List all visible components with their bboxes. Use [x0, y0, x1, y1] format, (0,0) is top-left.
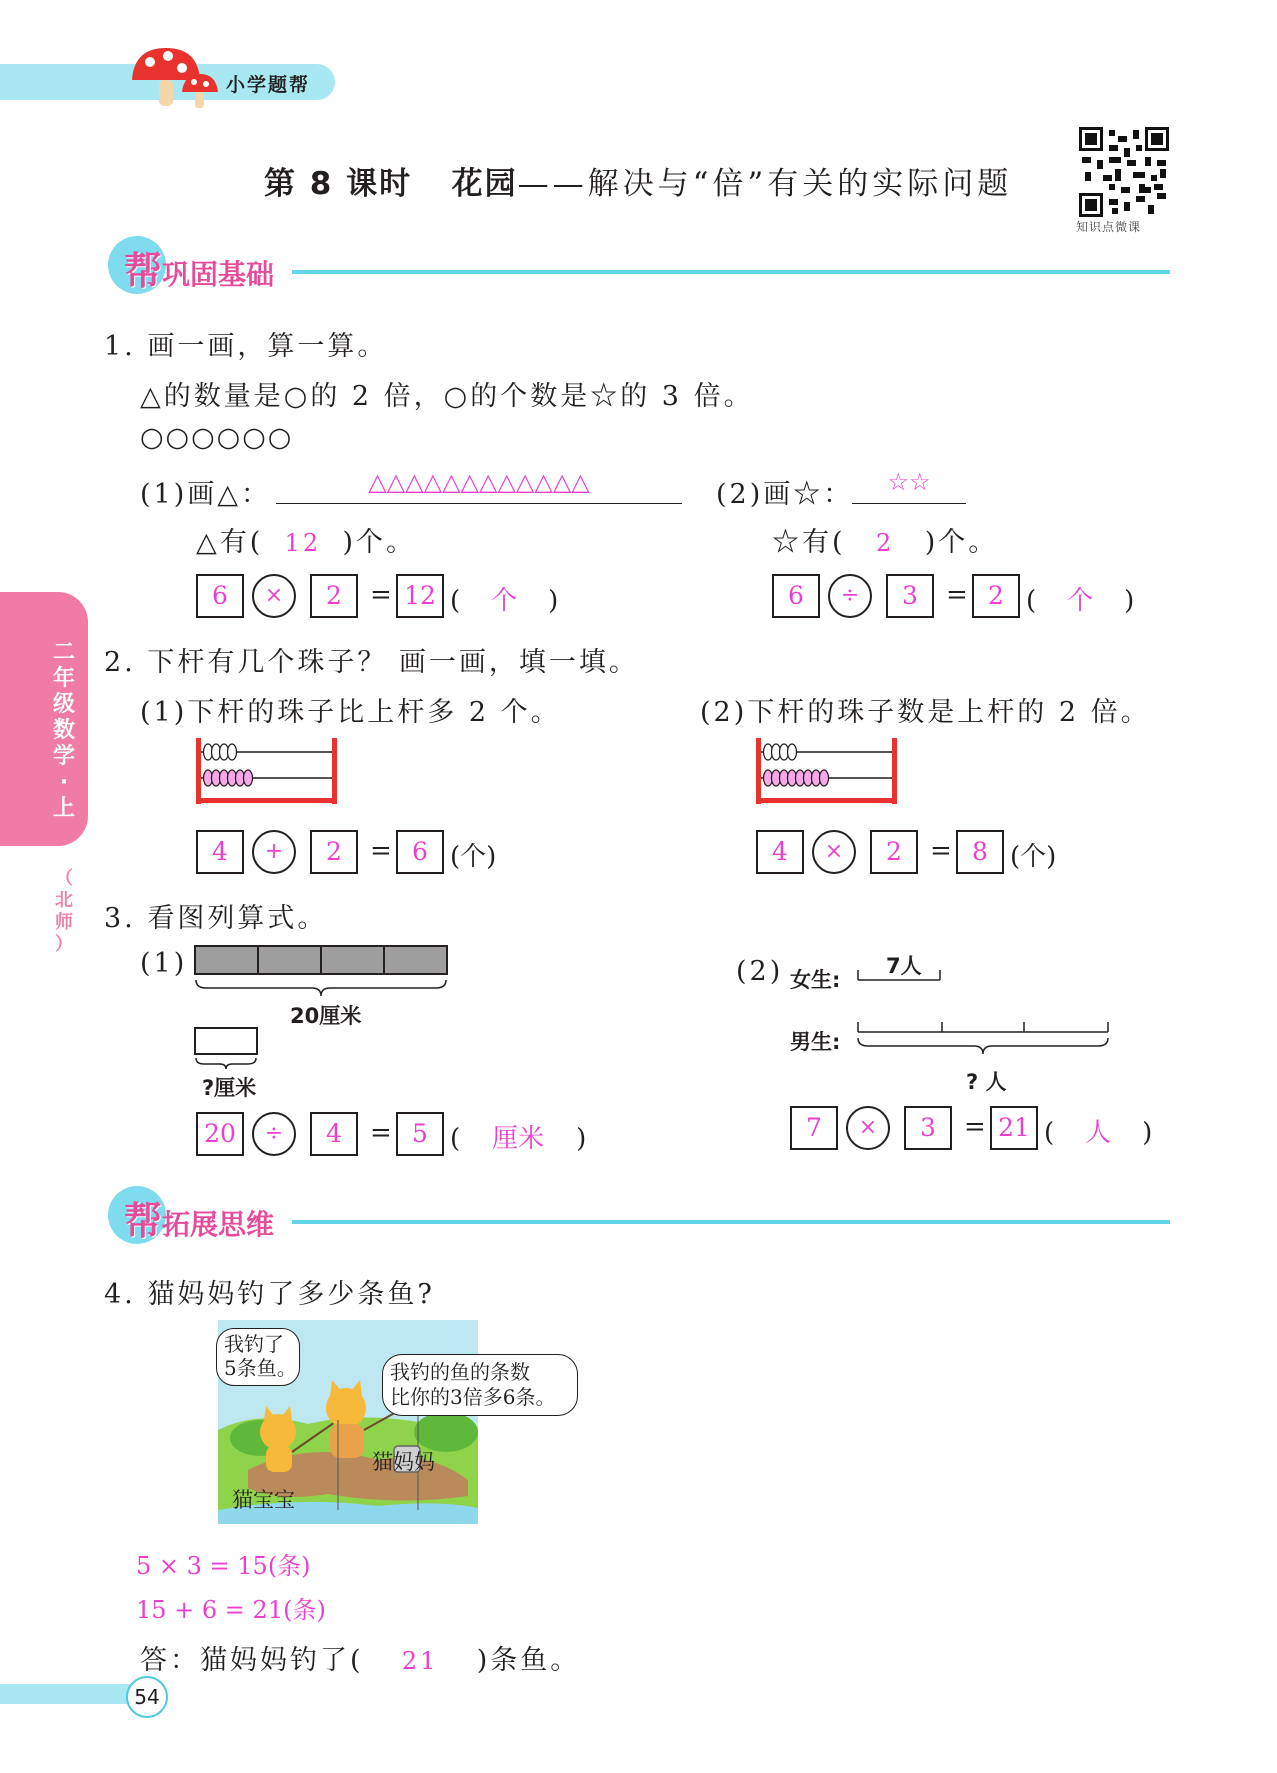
q1-p1-answer: △△△△△△△△△△△△ [368, 468, 590, 496]
q2-p2-eq-sign: = [930, 836, 952, 866]
q3-p1-part-diagram [194, 1026, 260, 1070]
bubble-kitten-line-2: 5条鱼。 [224, 1356, 297, 1380]
q2-p1-label: (1)下杆的珠子比上杆多 2 个。 [140, 697, 561, 728]
q3-p2-boys-label: 男生: [790, 1030, 841, 1054]
abacus-1-top-beads [204, 744, 237, 760]
section-divider-2 [292, 1220, 1170, 1224]
lesson-number: 第 8 课时 [264, 166, 413, 202]
q2-p2-eq-b: 2 [870, 830, 918, 874]
q3-p1-eq-op: ÷ [252, 1112, 296, 1156]
q3-title: 3. 看图列算式。 [104, 903, 328, 934]
q1-p2-count [772, 520, 998, 559]
q2-p1-eq-sign: = [370, 836, 392, 866]
q1-p2-count-post: )个。 [924, 527, 999, 558]
bubble-kitten-line-1: 我钓了 [224, 1332, 284, 1356]
q1-p1-count-value: 12 [284, 529, 322, 557]
q3-p1-segment-diagram [194, 944, 454, 1000]
qr-code-icon [1079, 127, 1169, 217]
q3-p1-eq-result: 5 [396, 1112, 444, 1156]
q1-p1-count-post: )个。 [342, 527, 417, 558]
q1-p2-answer-line [852, 468, 966, 504]
q3-p2-boys-value: ? 人 [966, 1070, 1007, 1094]
abacus-2-top-beads [764, 744, 797, 760]
section-badge-basic: 帮 [124, 249, 163, 293]
q2-p2-eq-unit: (个) [1010, 842, 1057, 872]
q2-p1-eq-op: + [252, 830, 296, 874]
label-mother: 猫妈妈 [372, 1450, 435, 1474]
section-label-basic: 巩固基础 [162, 258, 275, 291]
q1-p2-eq-unit: ( 个 ) [1026, 580, 1134, 617]
section-header-basic [124, 240, 274, 295]
q2-p1-eq-b: 2 [310, 830, 358, 874]
q3-p2-label: (2) [736, 956, 784, 987]
q1-p2-eq-result: 2 [972, 574, 1020, 618]
lesson-topic: 花园 [451, 166, 518, 202]
q3-p1-part: ?厘米 [202, 1076, 257, 1100]
q4-calc-2: 15 + 6 = 21(条) [136, 1596, 326, 1624]
q3-p2-girls-value: 7人 [886, 954, 922, 978]
q1-p1-label: (1)画△： [140, 479, 272, 510]
q3-p2-eq-a: 7 [790, 1106, 838, 1150]
q3-p2-girls-label: 女生: [790, 968, 841, 992]
abacus-2-bottom-bead [820, 770, 829, 786]
q2-p1-eq-result: 6 [396, 830, 444, 874]
q3-p1-eq-unit: ( 厘米 ) [450, 1118, 586, 1155]
q3-p1-eq-a: 20 [196, 1112, 244, 1156]
q1-p2-eq-sign: = [946, 580, 968, 610]
mushroom-logo-icon [126, 44, 226, 112]
q1-title: 1. 画一画，算一算。 [104, 331, 388, 362]
label-kitten: 猫宝宝 [232, 1488, 295, 1512]
q1-p1-unit-value: 个 [491, 586, 518, 616]
q1-p1-eq-a: 6 [196, 574, 244, 618]
q3-p1-total: 20厘米 [290, 1004, 362, 1028]
q3-p2-eq-unit: ( 人 ) [1044, 1112, 1152, 1149]
q3-p2-eq-op: × [846, 1106, 890, 1150]
q3-p2-boys-bar [856, 1022, 1112, 1062]
bubble-kitten-text [224, 1332, 297, 1380]
section-label-extend: 拓展思维 [162, 1208, 275, 1241]
q1-p2-unit-value: 个 [1067, 586, 1094, 616]
abacus-1 [196, 738, 340, 804]
q1-p1-eq-sign: = [370, 580, 392, 610]
bubble-mother-line-2: 比你的3倍多6条。 [390, 1385, 556, 1409]
q2-title: 2. 下杆有几个珠子？ 画一画，填一填。 [104, 647, 639, 678]
q2-p2-eq-a: 4 [756, 830, 804, 874]
q3-p2-eq-sign: = [964, 1112, 986, 1142]
q2-p1-eq-a: 4 [196, 830, 244, 874]
section-badge-extend: 帮 [124, 1199, 163, 1243]
abacus-2 [756, 738, 900, 804]
q2-p2-eq-op: × [812, 830, 856, 874]
q3-p1-eq-sign: = [370, 1118, 392, 1148]
section-divider [292, 270, 1170, 274]
q1-p1-answer-line [276, 468, 682, 504]
q3-p1-eq-b: 4 [310, 1112, 358, 1156]
q1-p2-eq-a: 6 [772, 574, 820, 618]
q3-p2-unit-value: 人 [1085, 1118, 1112, 1148]
lesson-subtitle: ——解决与“倍”有关的实际问题 [517, 166, 1013, 202]
side-tab-grade: 二 年 级 数 学 · 上 [52, 640, 75, 821]
q1-p1-eq-op: × [252, 574, 296, 618]
q2-p1-eq-unit: (个) [450, 842, 497, 872]
q4-answer-pre: 答：猫妈妈钓了( [140, 1645, 364, 1676]
page-title [264, 158, 1012, 203]
q3-p2-eq-result: 21 [990, 1106, 1038, 1150]
q4-answer-value: 21 [401, 1647, 439, 1675]
bubble-mother-text [390, 1360, 555, 1410]
page-number: 54 [126, 1676, 168, 1718]
section-header-extend [124, 1190, 274, 1245]
q2-p2-eq-result: 8 [956, 830, 1004, 874]
abacus-2-top-bead [788, 744, 797, 760]
q1-p1-count-pre: △有( [196, 527, 264, 558]
q1-p1-count [196, 520, 416, 559]
q1-p2-answer: ☆☆ [887, 468, 931, 496]
q1-p1-eq-b: 2 [310, 574, 358, 618]
q3-p2-eq-b: 3 [904, 1106, 952, 1150]
qr-caption: 知识点微课 [1076, 220, 1142, 234]
q4-title: 4. 猫妈妈钓了多少条鱼? [104, 1279, 435, 1310]
q1-p1-eq-result: 12 [396, 574, 444, 618]
q1-p2-count-value: 2 [876, 529, 895, 557]
abacus-1-bottom-bead [244, 770, 253, 786]
q1-p2-count-pre: ☆有( [772, 527, 846, 558]
abacus-1-bottom-beads [204, 770, 253, 786]
q1-p2-eq-b: 3 [886, 574, 934, 618]
q1-p2-eq-op: ÷ [828, 574, 872, 618]
q1-p2-label: (2)画☆： [716, 479, 854, 510]
q4-answer-post: )条鱼。 [476, 1645, 581, 1676]
q4-answer [140, 1638, 580, 1677]
q1-p1-eq-unit: ( 个 ) [450, 580, 558, 617]
abacus-1-top-bead [228, 744, 237, 760]
q4-calc-1: 5 × 3 = 15(条) [136, 1552, 311, 1580]
bubble-mother-line-1: 我钓的鱼的条数 [390, 1360, 530, 1384]
q3-p1-label: (1) [140, 948, 188, 979]
q3-p1-unit-value: 厘米 [492, 1124, 545, 1154]
q1-statement: △的数量是○的 2 倍，○的个数是☆的 3 倍。 [140, 381, 754, 412]
abacus-2-bottom-beads [764, 770, 829, 786]
q2-p2-label: (2)下杆的珠子数是上杆的 2 倍。 [700, 697, 1151, 728]
q1-circles: ○○○○○○ [140, 422, 294, 453]
side-tab-edition: （ 北 师 ） [55, 868, 73, 955]
brand-name: 小学题帮 [226, 74, 311, 96]
